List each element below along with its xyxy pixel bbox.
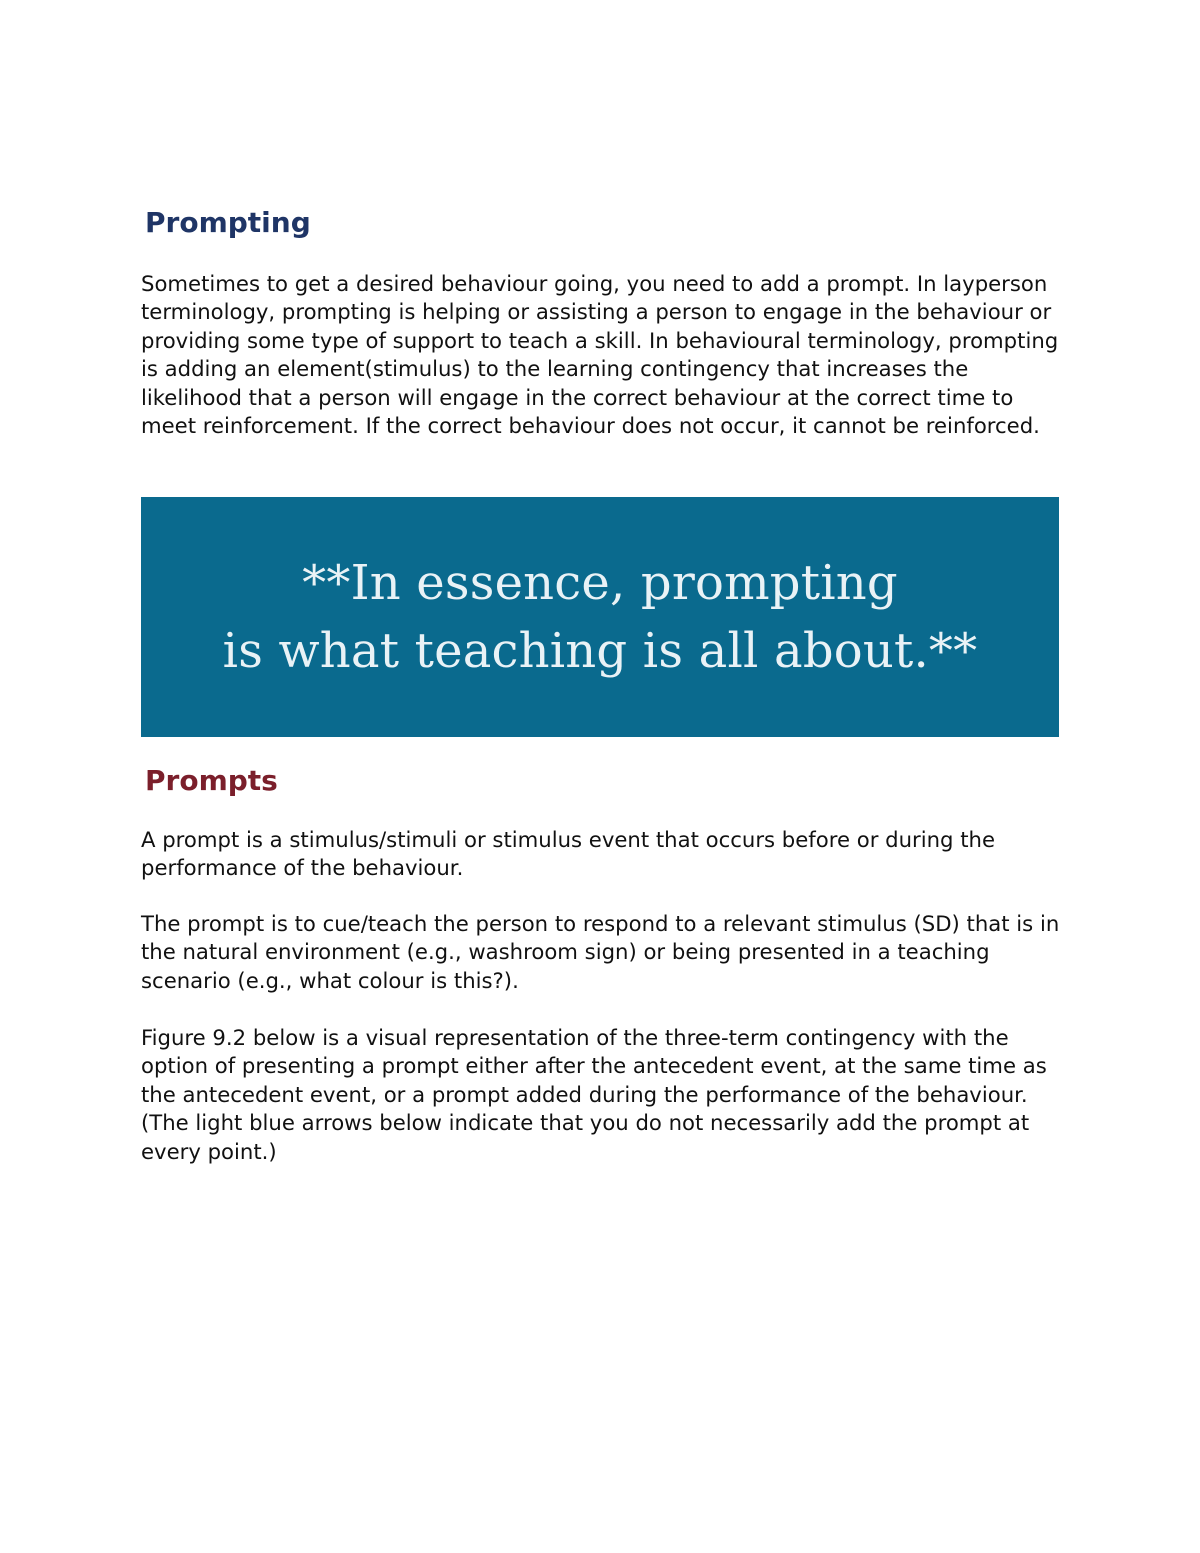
callout-line-2: is what teaching is all about.** <box>222 623 978 679</box>
callout-quote <box>223 549 978 685</box>
callout-line-1: **In essence, prompting <box>302 555 898 611</box>
prompts-paragraph-definition: A prompt is a stimulus/stimuli or stimulus event that occurs before or during the performance of the behaviour. <box>141 827 995 881</box>
section-heading-prompting: Prompting <box>145 206 311 239</box>
section-heading-prompts: Prompts <box>145 764 278 797</box>
prompts-paragraph-purpose: The prompt is to cue/teach the person to respond to a relevant stimulus (SD) that is in the natural environment (e.g., washroom sign) or being presented in a teaching scenario (e.g., what colour is this?). <box>141 911 1060 993</box>
prompting-paragraph: Sometimes to get a desired behaviour going, you need to add a prompt. In layperson terminology, prompting is helping or assisting a person to engage in the behaviour or providing some type of support to teach a skill. In behavioural terminology, prompting is adding an element(stimulus) to the learning contingency that increases the likelihood that a person will engage in the correct behaviour at the correct time to meet reinforcement. If the correct behaviour does not occur, it cannot be reinforced. <box>141 271 1059 439</box>
callout-banner <box>141 497 1059 737</box>
prompts-paragraph-figure-reference: Figure 9.2 below is a visual representation of the three-term contingency with the option of presenting a prompt either after the antecedent event, at the same time as the antecedent event, or a prompt added during the performance of the behaviour. (The light blue arrows below indicate that you do not necessarily add the prompt at every point.) <box>141 1025 1047 1164</box>
